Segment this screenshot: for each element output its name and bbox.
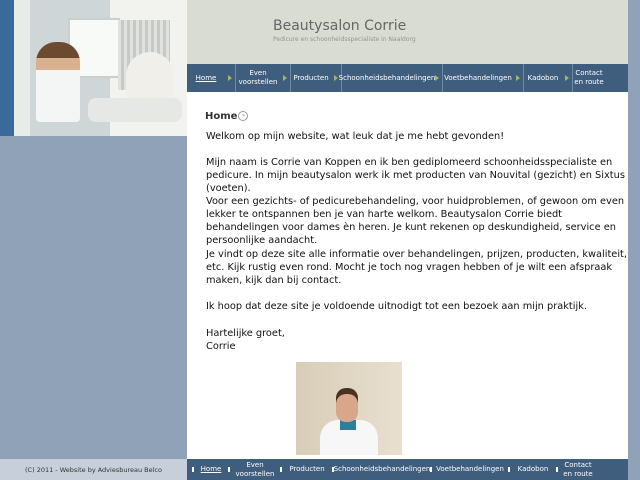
footer-bullet-icon bbox=[280, 467, 282, 472]
nav-arrow-icon bbox=[334, 75, 338, 81]
portrait-photo bbox=[296, 362, 402, 455]
main-content bbox=[187, 92, 628, 459]
nav-producten[interactable]: Producten bbox=[293, 73, 329, 82]
nav-contact-en-route[interactable]: Contact en route bbox=[574, 69, 604, 86]
site-title: Beautysalon Corrie bbox=[273, 18, 407, 34]
site-header bbox=[187, 0, 628, 64]
footer-nav-home[interactable]: Home bbox=[200, 465, 222, 473]
paragraph-invite: Ik hoop dat deze site je voldoende uitnodigt tot een bezoek aan mijn praktijk. bbox=[206, 301, 588, 312]
collapse-icon[interactable]: – bbox=[238, 111, 248, 121]
photo-person bbox=[36, 42, 80, 122]
nav-voetbehandelingen[interactable]: Voetbehandelingen bbox=[444, 73, 512, 82]
footer-nav-contact-en-route[interactable]: Contact en route bbox=[563, 460, 593, 478]
nav-kadobon[interactable]: Kadobon bbox=[527, 73, 559, 82]
nav-arrow-icon bbox=[283, 75, 287, 81]
paragraph-intro: Mijn naam is Corrie van Koppen en ik ben gediplomeerd schoonheidsspecialiste en pedicure. In mijn beautysalon werk ik met producten van Nouvital (gezicht) en Sixtus (voeten). bbox=[206, 157, 625, 194]
footer-nav-producten[interactable]: Producten bbox=[289, 465, 325, 473]
salon-photo bbox=[0, 0, 187, 136]
photo-chair-arm bbox=[88, 98, 182, 122]
paragraph-welcome: Welkom op mijn website, wat leuk dat je me hebt gevonden! bbox=[206, 131, 505, 142]
paragraph-info: Je vindt op deze site alle informatie over behandelingen, prijzen, producten, kwaliteit, etc. Kijk rustig even rond. Mocht je toch nog vragen hebben of je wilt een afspraak maken, kijk dan bij contact. bbox=[206, 249, 628, 286]
portrait-head bbox=[336, 394, 358, 422]
closing-greeting: Hartelijke groet, bbox=[206, 328, 285, 339]
footer-bullet-icon bbox=[556, 467, 558, 472]
footer-copyright: (C) 2011 - Website by Adviesbureau Belco bbox=[0, 459, 187, 480]
nav-arrow-icon bbox=[228, 75, 232, 81]
footer-bullet-icon bbox=[228, 467, 230, 472]
nav-arrow-icon bbox=[435, 75, 439, 81]
closing-name: Corrie bbox=[206, 341, 236, 352]
nav-even-voorstellen[interactable]: Even voorstellen bbox=[238, 69, 278, 86]
nav-arrow-icon bbox=[565, 75, 569, 81]
footer-bullet-icon bbox=[508, 467, 510, 472]
paragraph-treatments: Voor een gezichts- of pedicurebehandeling, voor huidproblemen, of gewoon om even lekker te ontspannen ben je van harte welkom. Beautysalon Corrie biedt behandelingen voor dames èn heren. Je kunt rekenen op deskundigheid, service en persoonlijke aandacht. bbox=[206, 196, 625, 246]
nav-arrow-icon bbox=[516, 75, 520, 81]
footer-bullet-icon bbox=[192, 467, 194, 472]
main-nav bbox=[187, 64, 628, 92]
footer-nav bbox=[187, 459, 628, 480]
footer-nav-even-voorstellen[interactable]: Even voorstellen bbox=[235, 460, 275, 478]
footer-nav-voetbehandelingen[interactable]: Voetbehandelingen bbox=[436, 465, 504, 473]
page-title-text: Home bbox=[205, 111, 238, 122]
site-subtitle: Pedicure en schoonheidsspecialiste in Naaldorg bbox=[273, 36, 416, 43]
footer-nav-kadobon[interactable]: Kadobon bbox=[517, 465, 549, 473]
nav-schoonheidsbehandelingen[interactable]: Schoonheidsbehandelingen bbox=[338, 73, 436, 82]
nav-home[interactable]: Home bbox=[195, 73, 217, 82]
page-title bbox=[205, 111, 248, 122]
footer-nav-schoonheidsbehandelingen[interactable]: Schoonheidsbehandelingen bbox=[333, 465, 431, 473]
right-margin bbox=[628, 0, 640, 480]
